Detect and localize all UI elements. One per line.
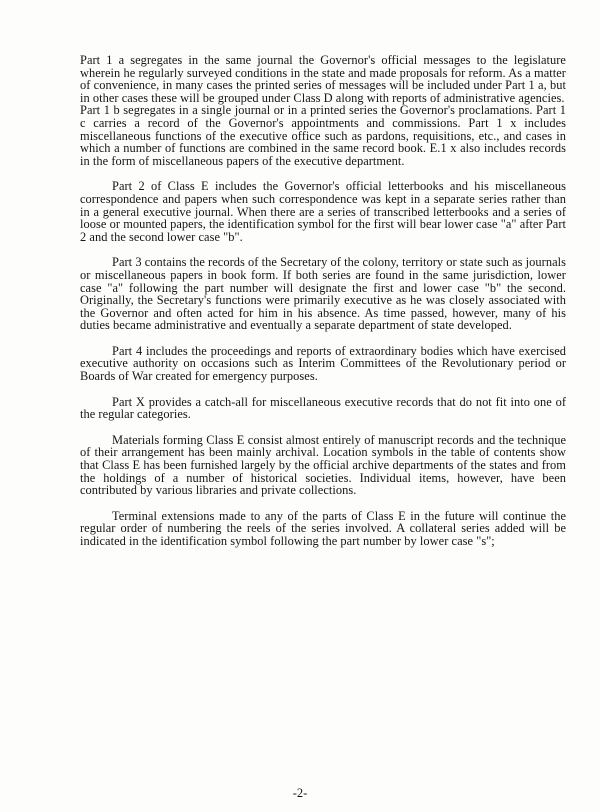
paragraph-part-2: Part 2 of Class E includes the Governor's official letterbooks and his miscellaneous correspondence and papers when such correspondence was kept in a separate series rather than in a general executive journal. When there are a series of transcribed letterbooks and a series of loose or mounted papers, the identification symbol for the first will bear lower case "a" after Part 2 and the second lower case "b". bbox=[80, 179, 566, 244]
paragraph-part-x: Part X provides a catch-all for miscellaneous executive records that do not fit into one of the regular categories. bbox=[80, 394, 566, 422]
page-number: -2- bbox=[292, 786, 308, 800]
document-body bbox=[80, 54, 566, 548]
paragraph-terminal-extensions: Terminal extensions made to any of the parts of Class E in the future will continue the regular order of numbering the reels of the series involved. A collateral series added will be indicated in the identification symbol following the part number by lower case "s"; bbox=[80, 508, 566, 548]
paragraph-part-3: Part 3 contains the records of the Secretary of the colony, territory or state such as journals or miscellaneous papers in book form. If both series are found in the same jurisdiction, lower case "a" following the part number will designate the first and lower case "b" the second. Originally, the Secretary's functions were primarily executive as he was closely associated with the Governor and often acted for him in his absence. As time passed, however, many of his duties became administrative and eventually a separate department of state developed. bbox=[80, 255, 566, 333]
paragraph-part-4: Part 4 includes the proceedings and reports of extraordinary bodies which have exercised executive authority on occasions such as Interim Committees of the Revolutionary period or Boards of War created for emergency purposes. bbox=[80, 343, 566, 384]
paragraph-materials: Materials forming Class E consist almost entirely of manuscript records and the technique of their arrangement has been mainly archival. Location symbols in the table of contents show that Class E has been furnished largely by the official archive departments of the states and from the holdings of a number of historical societies. Individual items, however, have been contributed by various libraries and private collections. bbox=[80, 432, 566, 498]
paragraph-part-1b: Part 1 b segregates in a single journal or in a printed series the Governor's proclamations. Part 1 c carries a record of the Governor's appointments and commissions. Part 1 x includes miscellaneous functions of the executive office such as pardons, requisitions, etc., and cases in which a number of functions are combined in the same record book. E.1 x also includes records in the form of miscellaneous papers of the executive department. bbox=[80, 103, 566, 168]
paragraph-part-1a: Part 1 a segregates in the same journal the Governor's official messages to the legislature wherein he regularly surveyed conditions in the state and made proposals for reform. As a matter of convenience, in many cases the printed series of messages will be included under Part 1 a, but in other cases these will be grouped under Class D along with reports of administrative agencies. bbox=[80, 53, 566, 105]
